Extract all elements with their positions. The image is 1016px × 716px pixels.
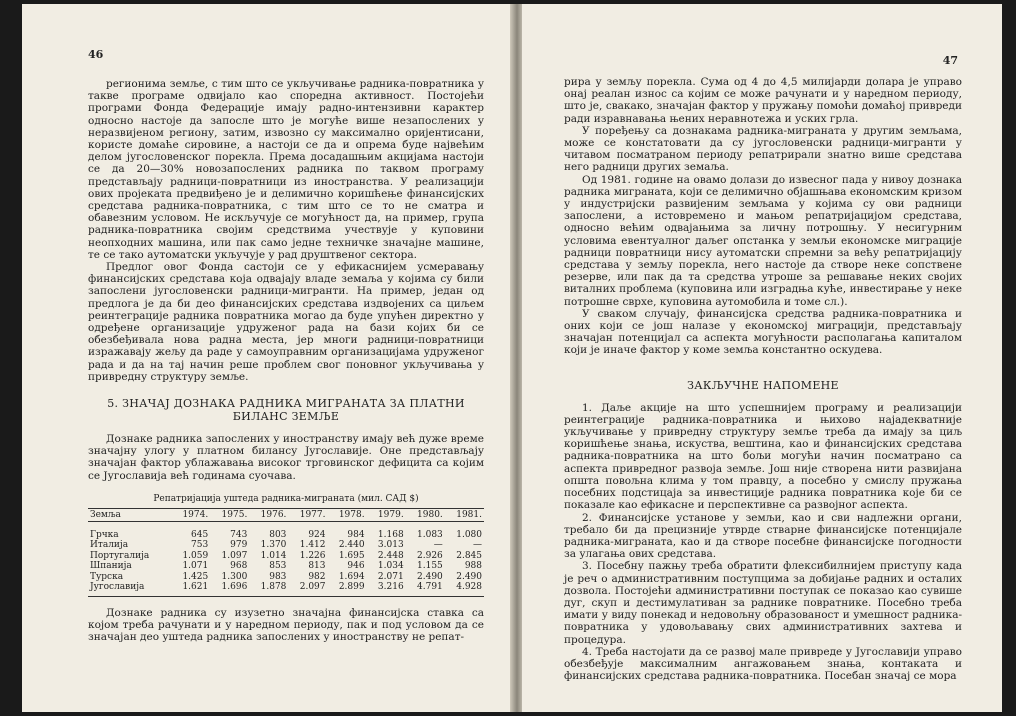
- value-cell: 2.440: [338, 540, 365, 551]
- value-cell: 743: [230, 529, 248, 540]
- value-cell: 984: [347, 529, 365, 540]
- table-caption: Репатријација уштеда радника-миграната (мил. САД $): [153, 493, 419, 504]
- value-cell: 1.080: [456, 529, 482, 540]
- value-cell: 1.370: [260, 540, 287, 551]
- value-cell: 2.097: [288, 582, 327, 596]
- value-cell: 1.014: [260, 550, 287, 561]
- value-cell: 2.071: [377, 571, 404, 582]
- value-cell: 1.300: [221, 571, 248, 582]
- paragraph: Предлог овог Фонда састоји се у ефикаснијем усмеравању финансијских средстава која одвајају владе земаља у којима су били запослени југословенски радници-мигранти. На пример, један од предлога је да би део финансијских средстава издвојених са циљем реинтеграције радника повратника могао да буде упућен директно у одређене организације удруженог рада на бази којих би се обезбеђивала нова радна места, јер многи радници-повратници изражавају жељу да раде у самоуправним организацијама удруженог рада и да на тај начин реше проблем свог поновног укључивања у привредну структуру земље.: [88, 261, 484, 383]
- paragraph: Дознаке радника су изузетно значајна финансијска ставка са којом треба рачунати и у наредном периоду, пак и под условом да се значајан део уштеда радника запослених у иностранству не репат-: [88, 606, 484, 644]
- value-cell: —: [433, 540, 443, 551]
- value-cell: 803: [269, 529, 287, 540]
- value-cell: 1.412: [299, 540, 326, 551]
- left-page-body: [88, 78, 484, 644]
- value-cell: 645: [191, 529, 209, 540]
- value-cell: 1.155: [417, 561, 443, 572]
- value-cell: 4.928: [445, 582, 484, 596]
- value-cell: 1.694: [338, 571, 365, 582]
- right-page: [522, 4, 1002, 712]
- value-cell: 853: [269, 561, 287, 572]
- table-row: [88, 572, 484, 583]
- table-row: [88, 582, 484, 596]
- value-cell: —: [473, 540, 482, 551]
- paragraph: 1. Даље акције на што успешнијем програму и реализацији реинтеграције радника-повратника и њихово најадекватније укључивање у привредну структуру земље треба да имају за циљ коришћење знања, искуства, вештина, као и финансијских средстава радника-повратника на што бољи могући начин посматрано са аспекта привредног развоја земље. Још није створена нити развијана општа повољна клима у том правцу, а посебно у смислу пружања посебних подстицаја за инвестиције радника повратника које би се показале као ефикасне и перспективне са развојног аспекта.: [564, 401, 962, 512]
- value-cell: 1.059: [182, 550, 209, 561]
- country-cell: Португалија: [90, 550, 150, 561]
- right-page-body: [564, 76, 962, 682]
- value-cell: 968: [230, 561, 248, 572]
- value-cell: 3.216: [367, 582, 406, 596]
- value-cell: 2.448: [377, 550, 404, 561]
- country-cell: Турска: [90, 571, 124, 582]
- paragraph: У сваком случају, финансијска средства радника-повратника и оних који се још налазе у економској миграцији, представљају значајан потенцијал са аспекта могућности располагања капиталом који је иначе фактор у коме земља константно оскудева.: [564, 307, 962, 357]
- column-header: 1977.: [288, 508, 327, 521]
- table-row: [88, 551, 484, 562]
- value-cell: 988: [464, 561, 482, 572]
- value-cell: 813: [308, 561, 326, 572]
- paragraph: Дознаке радника запослених у иностранству имају већ дуже време значајну улогу у платном билансу Југославије. Оне представљају значајан фактор ублажавања високог трговинског дефицита са којим се Југославија већ годинама суочава.: [88, 433, 484, 482]
- column-header: 1974.: [171, 508, 210, 521]
- column-header: 1981.: [445, 508, 484, 521]
- value-cell: 1.695: [338, 550, 365, 561]
- table-row: [88, 521, 484, 540]
- value-cell: 2.490: [417, 571, 443, 582]
- value-cell: 1.168: [377, 529, 404, 540]
- column-header: 1979.: [367, 508, 406, 521]
- section-heading: ЗАКЉУЧНЕ НАПОМЕНЕ: [687, 378, 839, 392]
- value-cell: 1.226: [299, 550, 326, 561]
- value-cell: 2.490: [456, 571, 482, 582]
- page-number-right: 47: [942, 54, 958, 67]
- column-header: 1975.: [210, 508, 249, 521]
- country-cell: Југославија: [88, 582, 171, 596]
- value-cell: 982: [308, 571, 326, 582]
- page-number-left: 46: [88, 48, 104, 61]
- table-row: [88, 561, 484, 572]
- value-cell: 1.034: [377, 561, 404, 572]
- value-cell: 753: [191, 540, 209, 551]
- value-cell: 979: [230, 540, 248, 551]
- value-cell: 1.425: [182, 571, 209, 582]
- value-cell: 1.621: [171, 582, 210, 596]
- value-cell: 4.791: [406, 582, 445, 596]
- value-cell: 3.013: [377, 540, 404, 551]
- value-cell: 2.899: [328, 582, 367, 596]
- country-cell: Шпанија: [90, 561, 132, 572]
- paragraph: У поређењу са дознакама радника-миграната у другим земљама, може се констатовати да су југословенски радници-мигранти у читавом посматраном периоду репатрирали знатно више средстава него радници других земаља.: [564, 124, 962, 174]
- value-cell: 1.083: [417, 529, 443, 540]
- value-cell: 946: [347, 561, 365, 572]
- value-cell: 2.845: [456, 550, 482, 561]
- column-header: 1978.: [328, 508, 367, 521]
- value-cell: 1.071: [182, 561, 209, 572]
- paragraph: 4. Треба настојати да се развој мале привреде у Југославији управо обезбеђује максималним ангажовањем знања, контаката и финансијских средстава радника-повратника. Посебан значај се мора: [564, 645, 962, 683]
- left-page: [22, 4, 512, 712]
- column-header: 1976.: [249, 508, 288, 521]
- remittance-table: [88, 508, 484, 597]
- value-cell: 1.696: [210, 582, 249, 596]
- paragraph: Од 1981. године на овамо долази до извесног пада у нивоу дознака радника миграната, који се делимично објашњава економским кризом у индустријски развијеним земљама у којима су ови радници запослени, а истовремено и мањом репатријацијом средстава, односно већим одвајањима за личну потрошњу. У несигурним условима евентуалног даљег опстанка у земљи економске миграције радници повратници нису аутоматски спремни за већу репатријацију средстава у земљу порекла, него настоје да створе неке сопствене резерве, или пак да та средства утроше за решавање неких својих виталних проблема (куповина или изградња куће, инвестирање у неке потрошне сврхе, куповина аутомобила и томе сл.).: [564, 173, 962, 308]
- paragraph: 2. Финансијске установе у земљи, као и сви надлежни органи, требало би да прецизније утврде стварне финансијске потенцијале радника-миграната, као и да створе посебне финансијске погодности за улагања ових средстава.: [564, 511, 962, 561]
- table-header-row: [88, 508, 484, 521]
- country-cell: Италија: [90, 540, 129, 551]
- paragraph: 3. Посебну пажњу треба обратити флексибилнијем приступу када је реч о административним поступцима за добијање радних и осталих дозвола. Постојећи административни поступак се показао као сувише дуг, скуп и дестимулативан за раднике повратнике. Посебно треба имати у виду понекад и недовољну образованост и умешност радника-повратника у удовољавању свих административних захтева и процедура.: [564, 560, 962, 646]
- column-header: Земља: [88, 508, 171, 521]
- table-row: [88, 540, 484, 551]
- value-cell: 924: [308, 529, 326, 540]
- paragraph: регионима земље, с тим што се укључивање радника-повратника у такве програме одвијало као споредна активност. Постојећи програми Фонда Федерације имају радно-интензивни карактер односно настоје да запосле што је могуће више незапослених у неразвијеном региону, затим, извозно су максимално оријентисани, користе домаће сировине, а настоји се да и опрема буде највећим делом југословенског порекла. Према досадашњим акцијама настоји се да 20—30% новозапослених радника по таквом програму представљају радници-повратници из иностранства. У реализацији ових пројеката предвиђено је и делимично коришћење финансијских средстава радника-повратника, с тим што се то не сматра и обавезним условом. Не искључује се могућност да, на пример, група радника-повратника својим средствима учествује у куповини неопходних машина, или пак само једне техничке значајне машине, те се тако аутоматски укључује у рад друштвеног сектора.: [88, 78, 484, 261]
- paragraph: рира у земљу порекла. Сума од 4 до 4,5 милијарди долара је управо онај реалан износ са којим се може рачунати и у наредном периоду, што је, свакако, значајан фактор у пружању помоћи домаћој привреди ради изравнавања њених неравнотежа и уских грла.: [564, 76, 962, 125]
- value-cell: 1.097: [221, 550, 248, 561]
- value-cell: 1.878: [249, 582, 288, 596]
- country-cell: Грчка: [90, 529, 119, 540]
- value-cell: 2.926: [417, 550, 443, 561]
- value-cell: 983: [269, 571, 287, 582]
- section-heading: 5. ЗНАЧАЈ ДОЗНАКА РАДНИКА МИГРАНАТА ЗА ПЛАТНИ БИЛАНС ЗЕМЉЕ: [107, 397, 465, 424]
- column-header: 1980.: [406, 508, 445, 521]
